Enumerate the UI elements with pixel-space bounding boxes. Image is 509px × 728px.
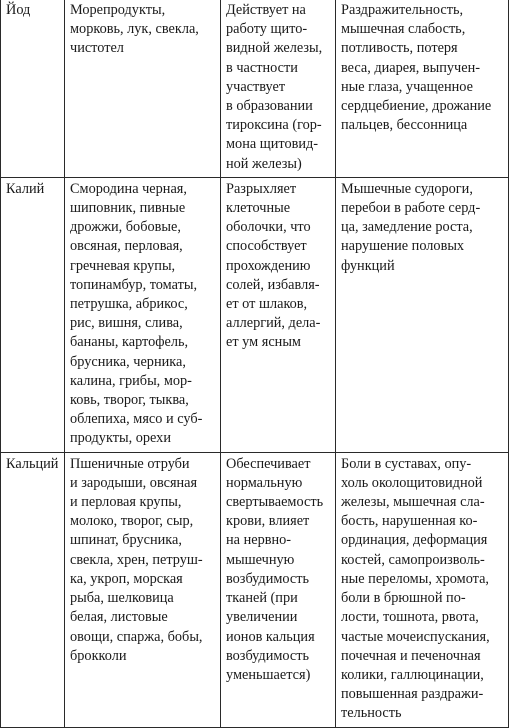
cell-text-line: овсяная, перловая, <box>70 238 183 255</box>
cell-text-line: брокколи <box>70 647 127 664</box>
cell-text-line: возбудимость <box>226 647 310 664</box>
cell-text-line: мышечная слабость, <box>341 21 466 38</box>
cell-text-line: ка, укроп, морская <box>70 570 183 587</box>
cell-text-line: способствует <box>226 238 307 255</box>
cell-text-line: в частности <box>226 59 298 76</box>
cell-text-line: ной железы) <box>226 155 302 172</box>
cell-text-line: холь околощитовидной <box>341 474 483 491</box>
cell-text-line: работу щито- <box>226 21 308 38</box>
cell-text-line: шпинат, брусника, <box>70 532 182 549</box>
cell-text-line: крови, влияет <box>226 513 310 530</box>
cell-text-line: уменьшается) <box>226 666 311 683</box>
table-row <box>1 177 509 452</box>
cell-text-line: ионов кальция <box>226 628 315 645</box>
cell-text-line: железы, мышечная сла- <box>341 494 485 511</box>
cell-text-line: овощи, спаржа, бобы, <box>70 628 203 645</box>
cell-text-line: ет от шлаков, <box>226 296 308 313</box>
excess-symptoms-cell <box>336 0 509 177</box>
excess-symptoms-cell <box>336 452 509 727</box>
biological-function-cell <box>221 177 336 452</box>
cell-text-line: Морепродукты, <box>70 2 166 18</box>
cell-text-line: морковь, лук, свекла, <box>70 21 199 38</box>
cell-text-line: Раздражительность, <box>341 2 464 18</box>
cell-text-line: увеличении <box>226 609 298 626</box>
cell-text-line: мышечную <box>226 551 295 568</box>
cell-text-line: ординация, деформация <box>341 532 488 549</box>
cell-text-line: бананы, картофель, <box>70 334 189 351</box>
cell-text-line: мона щитовид- <box>226 136 319 153</box>
cell-text-line: лости, тошнота, рвота, <box>341 609 479 626</box>
cell-text-line: тканей (при <box>226 590 298 607</box>
cell-text-line: нормальную <box>226 474 303 491</box>
cell-text-line: шиповник, пивные <box>70 200 186 217</box>
cell-text-line: солей, избавля- <box>226 276 320 293</box>
cell-text-line: рис, вишня, слива, <box>70 315 183 332</box>
excess-symptoms-cell <box>336 177 509 452</box>
cell-text-line: возбудимость <box>226 570 310 587</box>
cell-text-line: рыба, шелковица <box>70 590 174 607</box>
cell-text-line: повышенная раздражи- <box>341 686 484 703</box>
cell-text-line: и перловая крупы, <box>70 494 182 511</box>
cell-text-line: ные переломы, хромота, <box>341 570 490 587</box>
cell-text-line: веса, диарея, выпучен- <box>341 59 480 76</box>
cell-text-line: функций <box>341 257 395 274</box>
food-sources-cell <box>65 0 221 177</box>
cell-text-line: ковь, творог, тыква, <box>70 392 189 409</box>
cell-text-line: продукты, орехи <box>70 430 171 447</box>
table-row <box>1 0 509 177</box>
cell-text-line: аллергий, дела- <box>226 315 321 332</box>
cell-text-line: боли в брюшной по- <box>341 590 466 607</box>
cell-text-line: ца, замедление роста, <box>341 219 473 236</box>
cell-text-line: свертываемость <box>226 494 324 511</box>
cell-text-line: Действует на <box>226 2 306 18</box>
cell-text-line: в образовании <box>226 98 313 115</box>
cell-text-line: белая, листовые <box>70 609 168 626</box>
table-row <box>1 452 509 727</box>
cell-text-line: облепиха, мясо и суб- <box>70 411 203 428</box>
element-name-cell: Кальций <box>1 452 65 727</box>
cell-text-line: клеточные <box>226 200 291 217</box>
cell-text-line: свекла, хрен, петруш- <box>70 551 203 568</box>
cell-text-line: ные глаза, учащенное <box>341 78 473 95</box>
cell-text-line: Разрыхляет <box>226 180 297 197</box>
cell-text-line: калина, грибы, мор- <box>70 372 192 389</box>
cell-text-line: потливость, потеря <box>341 40 458 57</box>
cell-text-line: чистотел <box>70 40 124 57</box>
element-name-cell: Йод <box>1 0 65 177</box>
cell-text-line: гречневая крупы, <box>70 257 176 274</box>
cell-text-line: колики, галлюцинации, <box>341 666 484 683</box>
cell-text-line: почечная и печеночная <box>341 647 481 664</box>
cell-text-line: Мышечные судороги, <box>341 180 473 197</box>
cell-text-line: на нервно- <box>226 532 292 549</box>
cell-text-line: костей, самопроизволь- <box>341 551 485 568</box>
food-sources-cell <box>65 177 221 452</box>
cell-text-line: дрожжи, бобовые, <box>70 219 181 236</box>
cell-text-line: петрушка, абрикос, <box>70 296 188 313</box>
cell-text-line: нарушение половых <box>341 238 465 255</box>
cell-text-line: Смородина черная, <box>70 180 187 197</box>
cell-text-line: оболочки, что <box>226 219 311 236</box>
cell-text-line: Пшеничные отруби <box>70 455 190 472</box>
cell-text-line: брусника, черника, <box>70 353 186 370</box>
cell-text-line: тироксина (гор- <box>226 117 322 134</box>
cell-text-line: перебои в работе серд- <box>341 200 481 217</box>
minerals-table-body <box>1 0 509 727</box>
cell-text-line: прохождению <box>226 257 311 274</box>
element-name-cell: Калий <box>1 177 65 452</box>
cell-text-line: участвует <box>226 78 286 95</box>
biological-function-cell <box>221 0 336 177</box>
cell-text-line: пальцев, бессонница <box>341 117 468 134</box>
cell-text-line: Обеспечивает <box>226 455 311 472</box>
biological-function-cell <box>221 452 336 727</box>
cell-text-line: топинамбур, томаты, <box>70 276 198 293</box>
cell-text-line: частые мочеиспускания, <box>341 628 490 645</box>
cell-text-line: Боли в суставах, опу- <box>341 455 472 472</box>
cell-text-line: видной железы, <box>226 40 323 57</box>
cell-text-line: тельность <box>341 705 402 722</box>
cell-text-line: молоко, творог, сыр, <box>70 513 194 530</box>
food-sources-cell <box>65 452 221 727</box>
cell-text-line: ет ум ясным <box>226 334 301 351</box>
cell-text-line: и зародыши, овсяная <box>70 474 198 491</box>
cell-text-line: сердцебиение, дрожание <box>341 98 492 115</box>
cell-text-line: бость, нарушенная ко- <box>341 513 478 530</box>
